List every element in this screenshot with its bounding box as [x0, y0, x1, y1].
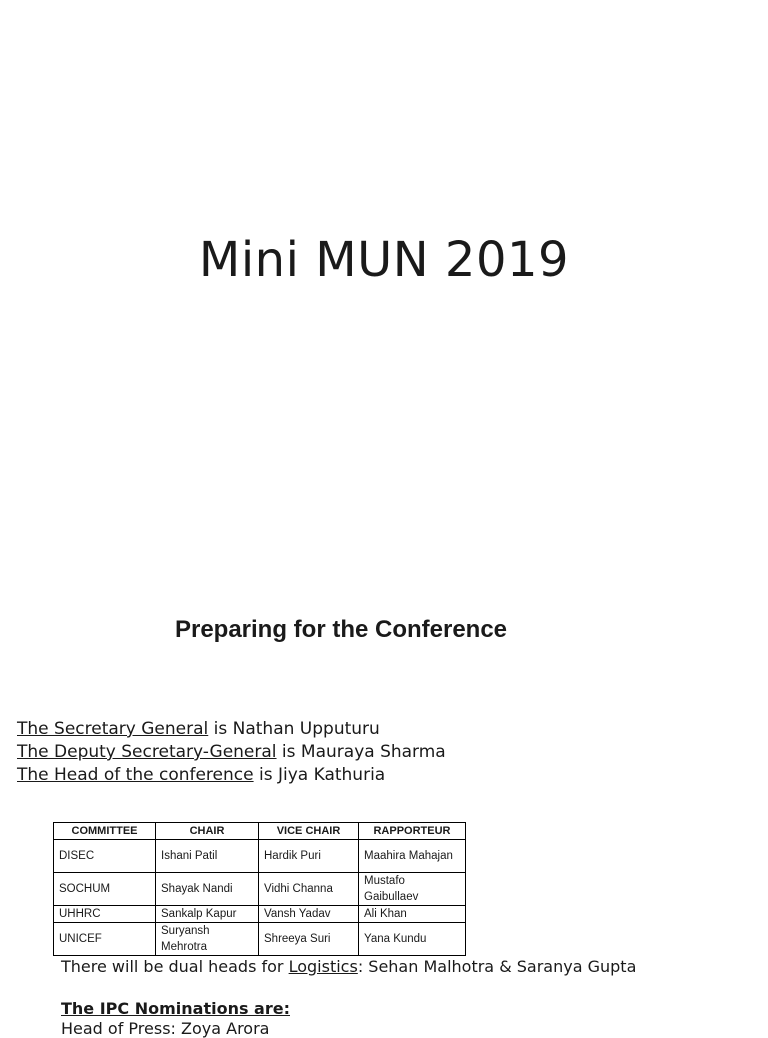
table-cell: Shayak Nandi — [156, 873, 259, 906]
table-cell: DISEC — [54, 840, 156, 873]
table-cell: Ali Khan — [359, 906, 466, 923]
role-title: The Deputy Secretary-General — [17, 742, 277, 762]
table-cell: Yana Kundu — [359, 923, 466, 956]
role-title: The Head of the conference — [17, 765, 254, 785]
role-person: Jiya Kathuria — [277, 765, 386, 785]
role-line-deputy-secretary-general — [17, 741, 446, 764]
committee-table — [53, 822, 466, 956]
section-heading: Preparing for the Conference — [174, 616, 508, 643]
role-connector: is — [276, 742, 301, 762]
table-cell: Mustafo Gaibullaev — [359, 873, 466, 906]
table-cell: UHHRC — [54, 906, 156, 923]
role-person: Mauraya Sharma — [300, 742, 446, 762]
ipc-nomination-line: Head of Press: Zoya Arora — [61, 1019, 270, 1038]
table-row — [54, 923, 466, 956]
table-cell: Vansh Yadav — [259, 906, 359, 923]
logistics-prefix: There will be dual heads for — [61, 957, 289, 976]
role-line-secretary-general — [17, 718, 446, 741]
ipc-nominations-heading: The IPC Nominations are: — [61, 999, 290, 1018]
column-header-vice-chair: VICE CHAIR — [259, 823, 359, 840]
table-cell: UNICEF — [54, 923, 156, 956]
logistics-note — [61, 957, 636, 976]
table-row — [54, 873, 466, 906]
logistics-label: Logistics — [288, 957, 358, 976]
logistics-suffix: : Sehan Malhotra & Saranya Gupta — [357, 957, 637, 976]
table-header-row — [54, 823, 466, 840]
table-cell: Vidhi Channa — [259, 873, 359, 906]
table-cell: Sankalp Kapur — [156, 906, 259, 923]
column-header-rapporteur: RAPPORTEUR — [359, 823, 466, 840]
role-connector: is — [208, 719, 233, 739]
table-row — [54, 840, 466, 873]
column-header-chair: CHAIR — [156, 823, 259, 840]
table-cell: Suryansh Mehrotra — [156, 923, 259, 956]
role-connector: is — [253, 765, 278, 785]
table-cell: Hardik Puri — [259, 840, 359, 873]
role-line-head-of-conference — [17, 764, 446, 787]
column-header-committee: COMMITTEE — [54, 823, 156, 840]
role-person: Nathan Upputuru — [232, 719, 380, 739]
role-title: The Secretary General — [17, 719, 209, 739]
document-title: Mini MUN 2019 — [198, 232, 570, 288]
table-cell: Shreeya Suri — [259, 923, 359, 956]
secretariat-roles — [17, 718, 446, 787]
table-cell: Maahira Mahajan — [359, 840, 466, 873]
table-cell: SOCHUM — [54, 873, 156, 906]
table-row — [54, 906, 466, 923]
table-cell: Ishani Patil — [156, 840, 259, 873]
